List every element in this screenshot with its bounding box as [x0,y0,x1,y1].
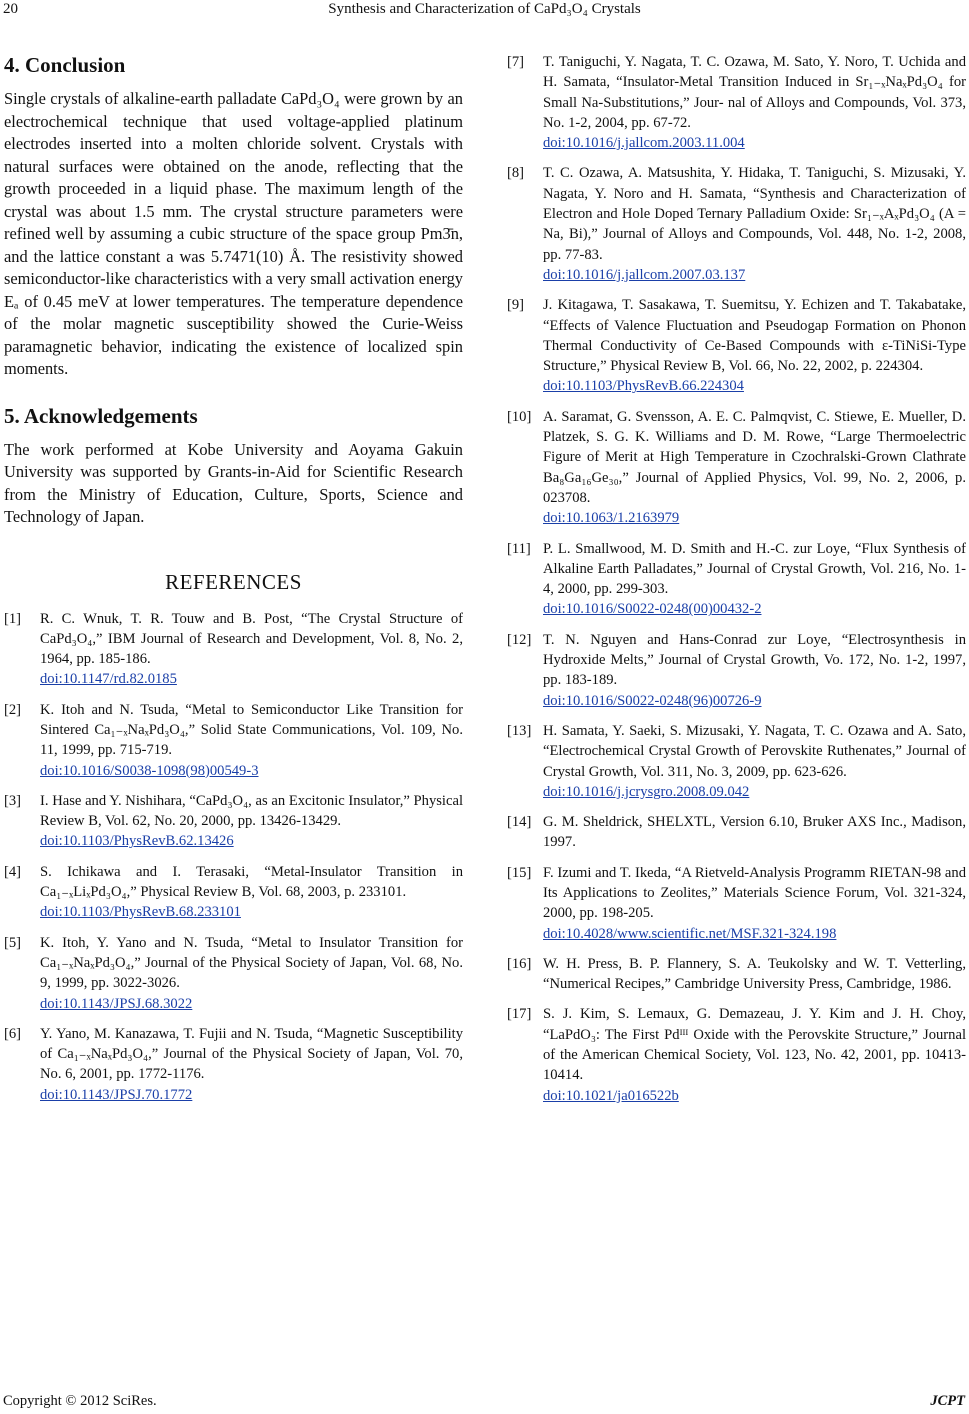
reference-body [543,954,966,995]
page-number: 20 [3,1,18,17]
reference-number: [11] [507,540,531,557]
reference-number: [6] [4,1025,22,1042]
reference-text: R. C. Wnuk, T. R. Touw and B. Post, “The Crystal Structure of CaPd₃O₄,” IBM Journal of Research and Development, Vol. 8, No. 2, 1964, pp. 185-186. [40,610,463,668]
acknowledgements-section [4,403,463,529]
page-header [0,0,969,20]
references-heading: REFERENCES [165,569,302,594]
reference-text: F. Izumi and T. Ikeda, “A Rietveld-Analysis Programm RIETAN-98 and Its Applications to Zeolites,” Materials Science Forum, Vol. 321-324, 2000, pp. 198-205. [543,864,966,922]
reference-body [40,1024,463,1105]
reference-doi-link[interactable]: doi:10.1016/j.jcrysgro.2008.09.042 [543,783,750,800]
reference-list-right [507,52,966,1106]
reference-text: H. Samata, Y. Saeki, S. Mizusaki, Y. Nagata, T. C. Ozawa and A. Sato, “Electrochemical Crystal Growth of Perovskite Ruthenates,” Journal of Crystal Growth, Vol. 311, No. 3, 2009, pp. 623-626. [543,722,966,780]
reference-doi-link[interactable]: doi:10.1016/j.jallcom.2007.03.137 [543,266,746,283]
reference-entry [4,700,463,781]
reference-doi-link[interactable]: doi:10.1143/JPSJ.70.1772 [40,1086,193,1103]
acknowledgements-heading: 5. Acknowledgements [4,403,198,428]
acknowledgements-text: The work performed at Kobe University and Aoyama Gakuin University was supported by Grants-in-Aid for Scientific Research from the Ministry of Education, Culture, Sports, Science and Technology of Japan. [4,439,463,526]
reference-text: T. Taniguchi, Y. Nagata, T. C. Ozawa, M. Sato, Y. Noro, T. Uchida and H. Samata, “Insulator-Metal Transition Induced in Sr₁₋ₓNaₓPd₃O₄ for Small Na-Substitutions,” Jour- nal of Alloys and Compounds, Vol. 373, No. 1-2, 2004, pp. 67-72. [543,54,966,131]
reference-entry [507,630,966,711]
reference-text: T. N. Nguyen and Hans-Conrad zur Loye, “Electrosynthesis in Hydroxide Melts,” Journal of Crystal Growth, Vo. 172, No. 1-2, 1997, pp. 183-189. [543,631,966,689]
reference-entry [507,812,966,853]
reference-number: [2] [4,701,22,718]
reference-text: W. H. Press, B. P. Flannery, S. A. Teukolsky and W. T. Vetterling, “Numerical Recipes,” Cambridge University Press, Cambridge, 1986. [543,955,966,993]
reference-doi-link[interactable]: doi:10.1143/JPSJ.68.3022 [40,995,193,1012]
reference-entry [507,721,966,802]
reference-doi-link[interactable]: doi:10.1103/PhysRevB.68.233101 [40,904,241,921]
reference-text: P. L. Smallwood, M. D. Smith and H.-C. zur Loye, “Flux Synthesis of Alkaline Earth Palladates,” Journal of Crystal Growth, Vol. 216, No. 1-4, 2000, pp. 299-303. [543,540,966,598]
reference-entry [4,1024,463,1105]
reference-entry [507,163,966,285]
reference-body [543,1004,966,1105]
conclusion-heading: 4. Conclusion [4,53,126,77]
reference-entry [4,609,463,690]
reference-text: I. Hase and Y. Nishihara, “CaPd₃O₄, as an Excitonic Insulator,” Physical Review B, Vol. 62, No. 20, 2000, pp. 13426-13429. [40,792,463,830]
conclusion-text: Single crystals of alkaline-earth palladate CaPd₃O₄ were grown by an electrochemical technique that used voltage-applied platinum electrodes inserted into a molten chloride solvent. Crystals with natural surfaces were obtained on the anode, reflecting that the growth proceeded in a liquid phase. The maximum length of the crystal was about 1.5 mm. The crystal structure parameters were refined well by assuming a cubic structure of the space group Pm3̄n, and the lattice constant a was 5.7471(10) Å. The resistivity showed semiconductor-like characteristics with a very small activation energy Eₐ of 0.45 meV at lower temperatures. The temperature dependence of the molar magnetic susceptibility showed the Curie-Weiss paramagnetic behavior, indicating the existence of localized spin moments. [4,89,463,378]
reference-list-left [4,609,463,1106]
reference-entry [507,52,966,153]
reference-body [40,862,463,923]
reference-body [543,863,966,944]
reference-doi-link[interactable]: doi:10.1016/S0022-0248(00)00432-2 [543,601,762,618]
reference-entry [507,863,966,944]
reference-text: A. Saramat, G. Svensson, A. E. C. Palmqvist, C. Stiewe, E. Mueller, D. Platzek, S. G. K. Williams and D. M. Rowe, “Large Thermoelectric Figure of Merit at High Temperature in Czochralski-Grown Clathrate Ba₈Ga₁₆Ge₃₀,” Journal of Applied Physics, Vol. 99, No. 2, 2006, p. 023708. [543,408,966,506]
reference-entry [507,539,966,620]
reference-number: [12] [507,631,532,648]
reference-entry [4,862,463,923]
reference-number: [3] [4,792,22,809]
left-column [4,52,463,1115]
reference-body [543,812,966,853]
reference-doi-link[interactable]: doi:10.1016/j.jallcom.2003.11.004 [543,135,745,152]
reference-doi-link[interactable]: doi:10.1021/ja016522b [543,1087,679,1104]
conclusion-section [4,52,463,381]
reference-body [40,791,463,852]
reference-body [543,407,966,529]
reference-entry [4,933,463,1014]
reference-body [543,52,966,153]
reference-number: [4] [4,863,22,880]
reference-body [40,933,463,1014]
reference-text: K. Itoh and N. Tsuda, “Metal to Semiconductor Like Transition for Sintered Ca₁₋ₓNaₓPd₃O₄,” Solid State Communications, Vol. 109, No. 11, 1999, pp. 715-719. [40,701,463,759]
reference-text: G. M. Sheldrick, SHELXTL, Version 6.10, Bruker AXS Inc., Madison, 1997. [543,814,966,851]
reference-number: [13] [507,722,532,739]
reference-number: [16] [507,955,532,972]
reference-entry [4,791,463,852]
reference-body [543,295,966,396]
reference-doi-link[interactable]: doi:10.1147/rd.82.0185 [40,671,177,688]
reference-entry [507,1004,966,1105]
reference-number: [7] [507,54,525,70]
reference-doi-link[interactable]: doi:10.1063/1.2163979 [543,510,680,527]
reference-number: [17] [507,1006,532,1023]
reference-text: K. Itoh, Y. Yano and N. Tsuda, “Metal to Insulator Transition for Ca₁₋ₓNaₓPd₃O₄,” Journal of the Physical Society of Japan, Vol. 68, No. 9, 1999, pp. 3022-3026. [40,934,463,992]
reference-text: J. Kitagawa, T. Sasakawa, T. Suemitsu, Y. Echizen and T. Takabatake, “Effects of Valence Fluctuation and Pseudogap Formation on Phonon Thermal Conductivity of Ce-Based Compounds with ε-TiNiSi-Type Structure,” Physical Review B, Vol. 66, No. 22, 2002, p. 224304. [543,297,966,375]
reference-number: [14] [507,814,532,831]
page-footer [0,1393,969,1413]
reference-number: [15] [507,864,532,881]
reference-entry [507,954,966,995]
reference-number: [9] [507,297,525,314]
reference-body [543,721,966,802]
reference-doi-link[interactable]: doi:10.1016/S0038-1098(98)00549-3 [40,762,259,779]
reference-number: [5] [4,934,22,951]
copyright-notice: Copyright © 2012 SciRes. [3,1393,157,1409]
reference-number: [8] [507,165,525,182]
reference-entry [507,295,966,396]
reference-number: [10] [507,408,532,425]
reference-doi-link[interactable]: doi:10.1103/PhysRevB.66.224304 [543,378,744,395]
journal-abbreviation: JCPT [930,1393,965,1409]
running-title: Synthesis and Characterization of CaPd₃O₄ Crystals [328,1,641,17]
reference-doi-link[interactable]: doi:10.1103/PhysRevB.62.13426 [40,833,234,850]
reference-text: S. Ichikawa and I. Terasaki, “Metal-Insulator Transition in Ca₁₋ₓLiₓPd₃O₄,” Physical Review B, Vol. 68, 2003, p. 233101. [40,863,463,901]
reference-text: Y. Yano, M. Kanazawa, T. Fujii and N. Tsuda, “Magnetic Susceptibility of Ca₁₋ₓNaₓPd₃O₄,” Journal of the Physical Society of Japan, Vol. 70, No. 6, 2001, pp. 1772-1176. [40,1025,463,1083]
reference-entry [507,407,966,529]
right-column [507,52,966,1116]
reference-body [543,630,966,711]
reference-doi-link[interactable]: doi:10.4028/www.scientific.net/MSF.321-324.198 [543,925,837,942]
reference-body [543,539,966,620]
reference-doi-link[interactable]: doi:10.1016/S0022-0248(96)00726-9 [543,692,762,709]
reference-number: [1] [4,610,22,627]
reference-text: T. C. Ozawa, A. Matsushita, Y. Hidaka, T. Taniguchi, S. Mizusaki, Y. Nagata, Y. Noro and H. Samata, “Synthesis and Characterization of Electron and Hole Doped Ternary Palladium Oxide: Sr₁₋ₓAₓPd₃O₄ (A = Na, Bi),” Journal of Alloys and Compounds, Vol. 448, No. 1-2, 2008, pp. 77-83. [543,165,966,263]
reference-body [40,700,463,781]
reference-body [40,609,463,690]
reference-text: S. J. Kim, S. Lemaux, G. Demazeau, J. Y. Kim and J. H. Choy, “LaPdO₃: The First Pdᴵᴵᴵ Oxide with the Perovskite Structure,” Journal of the American Chemical Society, Vol. 123, No. 42, 2001, pp. 10413-10414. [543,1006,966,1084]
reference-body [543,163,966,285]
